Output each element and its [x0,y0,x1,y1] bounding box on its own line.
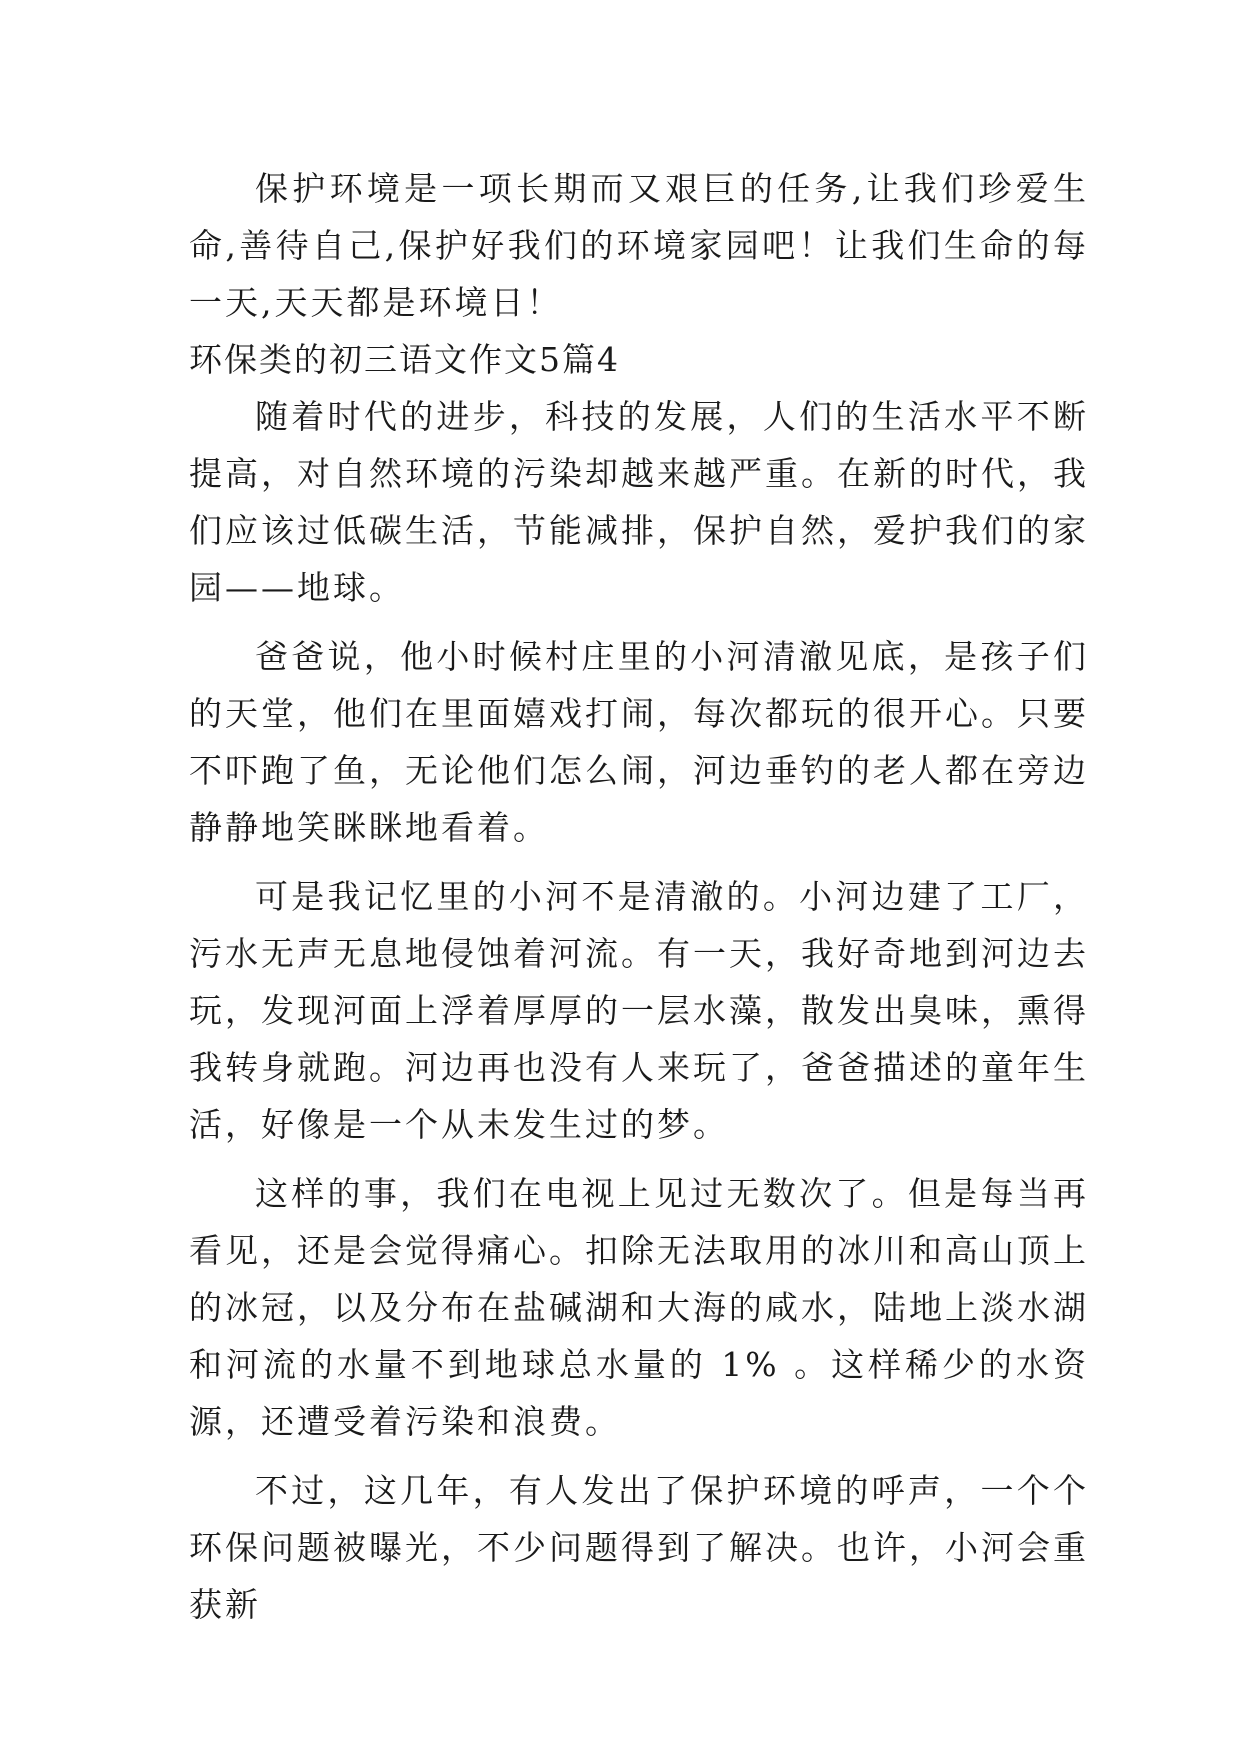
paragraph: 可是我记忆里的小河不是清澈的。小河边建了工厂，污水无声无息地侵蚀着河流。有一天，我好奇地到河边去玩，发现河面上浮着厚厚的一层水藻，散发出臭味，熏得我转身就跑。河边再也没有人来玩了，爸爸描述的童年生活，好像是一个从未发生过的梦。 [189,877,1089,1144]
paragraph: 随着时代的进步，科技的发展，人们的生活水平不断提高，对自然环境的污染却越来越严重。在新的时代，我们应该过低碳生活，节能减排，保护自然，爱护我们的家园——地球。 [189,397,1089,607]
paragraph: 不过，这几年，有人发出了保护环境的呼声，一个个环保问题被曝光，不少问题得到了解决。也许，小河会重获新 [189,1471,1089,1624]
paragraph: 爸爸说，他小时候村庄里的小河清澈见底，是孩子们的天堂，他们在里面嬉戏打闹，每次都玩的很开心。只要不吓跑了鱼，无论他们怎么闹，河边垂钓的老人都在旁边静静地笑眯眯地看着。 [189,637,1089,847]
document-body [189,160,1089,1633]
section-heading: 环保类的初三语文作文5篇4 [189,340,620,379]
paragraph-closing: 保护环境是一项长期而又艰巨的任务,让我们珍爱生命,善待自己,保护好我们的环境家园吧！让我们生命的每一天,天天都是环境日！ [189,169,1089,322]
paragraph: 这样的事，我们在电视上见过无数次了。但是每当再看见，还是会觉得痛心。扣除无法取用的冰川和高山顶上的冰冠，以及分布在盐碱湖和大海的咸水，陆地上淡水湖和河流的水量不到地球总水量的 1% 。这样稀少的水资源，还遭受着污染和浪费。 [189,1174,1089,1441]
